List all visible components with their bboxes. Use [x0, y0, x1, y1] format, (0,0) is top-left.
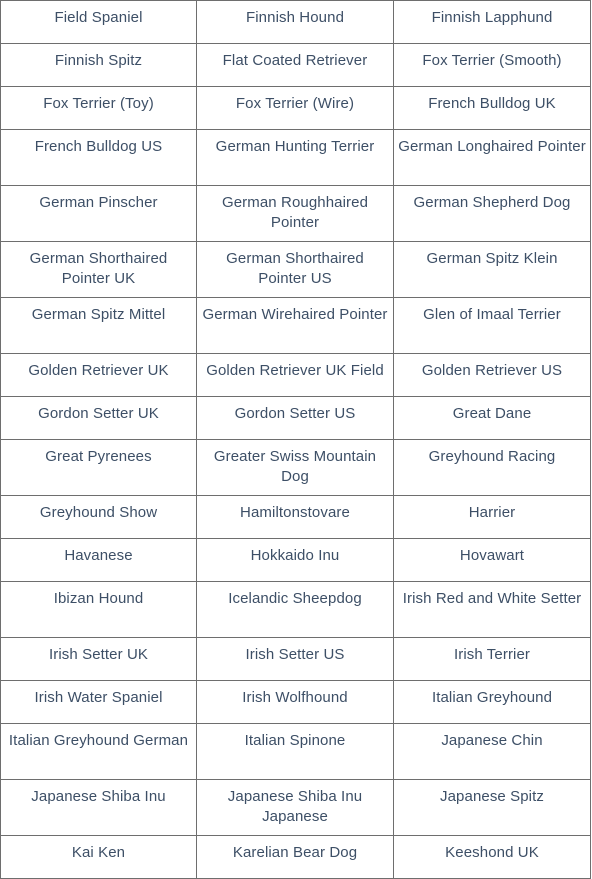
table-row: [1, 397, 591, 440]
table-cell: Japanese Shiba Inu Japanese: [197, 780, 394, 836]
table-cell: Irish Red and White Setter: [394, 582, 591, 638]
table-row: [1, 440, 591, 496]
table-row: [1, 1, 591, 44]
table-cell: Gordon Setter UK: [1, 397, 197, 440]
table-row: [1, 44, 591, 87]
table-row: [1, 724, 591, 780]
table-cell: Kai Ken: [1, 836, 197, 879]
table-cell: Greyhound Racing: [394, 440, 591, 496]
table-cell: Gordon Setter US: [197, 397, 394, 440]
table-cell: Field Spaniel: [1, 1, 197, 44]
table-row: [1, 681, 591, 724]
table-cell: German Spitz Klein: [394, 242, 591, 298]
table-cell: German Pinscher: [1, 186, 197, 242]
table-cell: Havanese: [1, 539, 197, 582]
table-cell: German Longhaired Pointer: [394, 130, 591, 186]
table-cell: Finnish Lapphund: [394, 1, 591, 44]
table-cell: Irish Wolfhound: [197, 681, 394, 724]
table-row: [1, 130, 591, 186]
table-cell: Golden Retriever UK Field: [197, 354, 394, 397]
table-cell: German Spitz Mittel: [1, 298, 197, 354]
table-cell: Japanese Spitz: [394, 780, 591, 836]
table-cell: Irish Terrier: [394, 638, 591, 681]
table-cell: German Shepherd Dog: [394, 186, 591, 242]
table-row: [1, 638, 591, 681]
table-cell: French Bulldog US: [1, 130, 197, 186]
table-cell: Fox Terrier (Wire): [197, 87, 394, 130]
table-cell: German Roughhaired Pointer: [197, 186, 394, 242]
table-cell: Finnish Spitz: [1, 44, 197, 87]
table-cell: Fox Terrier (Smooth): [394, 44, 591, 87]
table-cell: Italian Spinone: [197, 724, 394, 780]
table-cell: Harrier: [394, 496, 591, 539]
table-cell: Great Dane: [394, 397, 591, 440]
table-cell: Glen of Imaal Terrier: [394, 298, 591, 354]
table-row: [1, 298, 591, 354]
table-row: [1, 780, 591, 836]
table-row: [1, 582, 591, 638]
table-row: [1, 539, 591, 582]
table-cell: Hokkaido Inu: [197, 539, 394, 582]
table-cell: French Bulldog UK: [394, 87, 591, 130]
table-row: [1, 242, 591, 298]
table-cell: Finnish Hound: [197, 1, 394, 44]
table-cell: Fox Terrier (Toy): [1, 87, 197, 130]
table-cell: Greyhound Show: [1, 496, 197, 539]
table-cell: Italian Greyhound: [394, 681, 591, 724]
table-row: [1, 836, 591, 879]
table-row: [1, 354, 591, 397]
table-cell: Irish Water Spaniel: [1, 681, 197, 724]
table-row: [1, 496, 591, 539]
table-cell: German Shorthaired Pointer UK: [1, 242, 197, 298]
table-row: [1, 87, 591, 130]
table-cell: Karelian Bear Dog: [197, 836, 394, 879]
table-cell: Great Pyrenees: [1, 440, 197, 496]
table-cell: Golden Retriever US: [394, 354, 591, 397]
table-cell: German Wirehaired Pointer: [197, 298, 394, 354]
table-cell: Irish Setter UK: [1, 638, 197, 681]
table-cell: German Hunting Terrier: [197, 130, 394, 186]
table-cell: Italian Greyhound German: [1, 724, 197, 780]
table-cell: Japanese Shiba Inu: [1, 780, 197, 836]
table-cell: Hovawart: [394, 539, 591, 582]
table-cell: Japanese Chin: [394, 724, 591, 780]
table-cell: Hamiltonstovare: [197, 496, 394, 539]
table-row: [1, 186, 591, 242]
table-cell: Flat Coated Retriever: [197, 44, 394, 87]
table-cell: Icelandic Sheepdog: [197, 582, 394, 638]
table-cell: German Shorthaired Pointer US: [197, 242, 394, 298]
table-cell: Keeshond UK: [394, 836, 591, 879]
table-cell: Ibizan Hound: [1, 582, 197, 638]
table-cell: Golden Retriever UK: [1, 354, 197, 397]
table-cell: Greater Swiss Mountain Dog: [197, 440, 394, 496]
table-cell: Irish Setter US: [197, 638, 394, 681]
